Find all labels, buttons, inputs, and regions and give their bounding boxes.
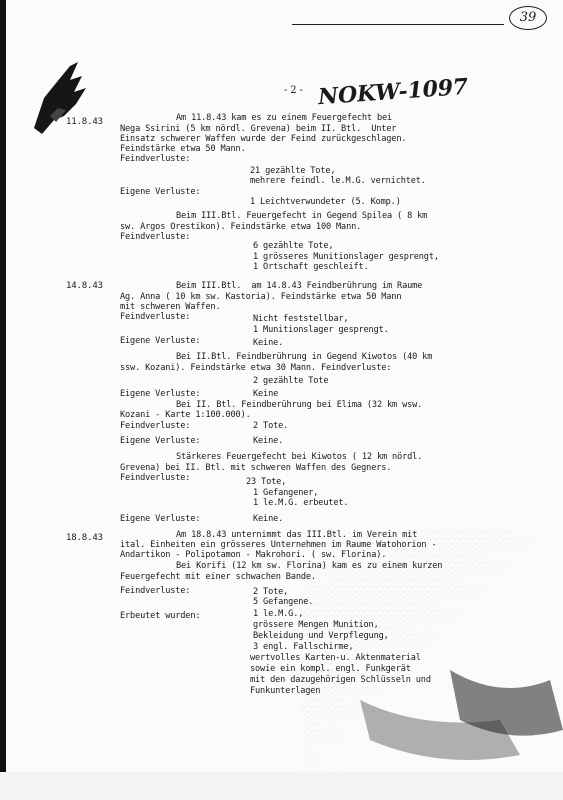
text-line: 3 engl. Fallschirme, <box>253 642 354 652</box>
page-number-circle: 39 <box>509 6 547 30</box>
text-line: Beim III.Btl. am 14.8.43 Feindberührung im Raume <box>176 281 423 291</box>
text-line: Feindverluste: <box>120 473 191 483</box>
text-line: mit den dazugehörigen Schlüsseln und <box>250 675 431 685</box>
text-line: Kozani - Karte 1:100.000). <box>120 410 251 420</box>
text-line: Beim III.Btl. Feuergefecht in Gegend Spilea ( 8 km <box>176 211 428 221</box>
text-line: Bei II.Btl. Feindberührung in Gegend Kiwotos (40 km <box>176 352 433 362</box>
text-line: 1 Gefangener, <box>253 488 319 498</box>
text-line: Am 11.8.43 kam es zu einem Feuergefecht bei <box>176 113 393 123</box>
text-line: Keine. <box>253 514 284 524</box>
text-line: 5 Gefangene. <box>253 597 314 607</box>
text-line: Eigene Verluste: <box>120 389 201 399</box>
text-line: 1 Ortschaft geschleift. <box>253 262 369 272</box>
text-line: Eigene Verluste: <box>120 514 201 524</box>
text-line: Nicht feststellbar, <box>253 314 349 324</box>
text-line: 2 Tote, <box>253 587 289 597</box>
text-line: sowie ein kompl. engl. Funkgerät <box>250 664 411 674</box>
text-line: 23 Tote, <box>246 477 287 487</box>
text-line: Bei Korifi (12 km sw. Florina) kam es zu einem kurzen <box>176 561 443 571</box>
page-marker: - 2 - <box>284 85 303 96</box>
text-line: Feuergefecht mit einer schwachen Bande. <box>120 572 316 582</box>
text-line: Feindstärke etwa 50 Mann. <box>120 144 246 154</box>
text-line: wertvolles Karten-u. Aktenmaterial <box>250 653 421 663</box>
text-line: mit schweren Waffen. <box>120 302 221 312</box>
text-line: Eigene Verluste: <box>120 187 201 197</box>
text-line: Eigene Verluste: <box>120 436 201 446</box>
text-line: Bekleidung und Verpflegung, <box>253 631 389 641</box>
text-line: Feindverluste: <box>120 312 191 322</box>
text-line: Am 18.8.43 unternimmt das III.Btl. im Verein mit <box>176 530 418 540</box>
scan-left-edge <box>0 0 6 800</box>
text-line: Andartikon - Polipotamon - Makrohori. ( sw. Florina). <box>120 550 387 560</box>
scan-bottom-edge <box>0 772 563 800</box>
text-line: 1 le.M.G., <box>253 609 304 619</box>
text-line: ssw. Kozani). Feindstärke etwa 30 Mann. Feindverluste: <box>120 363 392 373</box>
text-line: Ag. Anna ( 10 km sw. Kastoria). Feindstärke etwa 50 Mann <box>120 292 402 302</box>
text-line: Stärkeres Feuergefecht bei Kiwotos ( 12 km nördl. <box>176 452 423 462</box>
text-line: Feindverluste: <box>120 586 191 596</box>
text-line: sw. Argos Orestikon). Feindstärke etwa 100 Mann. <box>120 222 362 232</box>
text-line: 2 Tote. <box>253 421 289 431</box>
text-line: 2 gezählte Tote <box>253 376 329 386</box>
text-line: Einsatz schwerer Waffen wurde der Feind zurückgeschlagen. <box>120 134 407 144</box>
text-line: mehrere feindl. le.M.G. vernichtet. <box>250 176 426 186</box>
text-line: 6 gezählte Tote, <box>253 241 334 251</box>
text-line: Grevena) bei II. Btl. mit schweren Waffen des Gegners. <box>120 463 392 473</box>
text-line: 21 gezählte Tote, <box>250 166 336 176</box>
margin-date: 11.8.43 <box>66 117 103 127</box>
top-rule <box>292 24 504 25</box>
text-line: 1 Leichtverwundeter (5. Komp.) <box>250 197 401 207</box>
text-line: Keine. <box>253 436 284 446</box>
text-line: Feindverluste: <box>120 154 191 164</box>
archive-stamp: NOKW-1097 <box>317 73 469 111</box>
text-line: 1 Munitionslager gesprengt. <box>253 325 389 335</box>
text-line: Eigene Verluste: <box>120 336 201 346</box>
margin-date: 18.8.43 <box>66 533 103 543</box>
text-line: 1 grösseres Munitionslager gesprengt, <box>253 252 439 262</box>
text-line: ital. Einheiten ein grösseres Unternehmen im Raume Watohorion - <box>120 540 437 550</box>
text-line: Nega Ssirini (5 km nördl. Grevena) beim II. Btl. Unter <box>120 124 397 134</box>
text-line: Feindverluste: <box>120 421 191 431</box>
text-line: Erbeutet wurden: <box>120 611 201 621</box>
text-line: Keine <box>253 389 279 399</box>
text-line: Bei II. Btl. Feindberührung bei Elima (32 km wsw. <box>176 400 423 410</box>
text-line: Funkunterlagen <box>250 686 321 696</box>
text-line: 1 le.M.G. erbeutet. <box>253 498 349 508</box>
text-line: grössere Mengen Munition, <box>253 620 379 630</box>
text-line: Feindverluste: <box>120 232 191 242</box>
text-line: Keine. <box>253 338 284 348</box>
margin-date: 14.8.43 <box>66 281 103 291</box>
